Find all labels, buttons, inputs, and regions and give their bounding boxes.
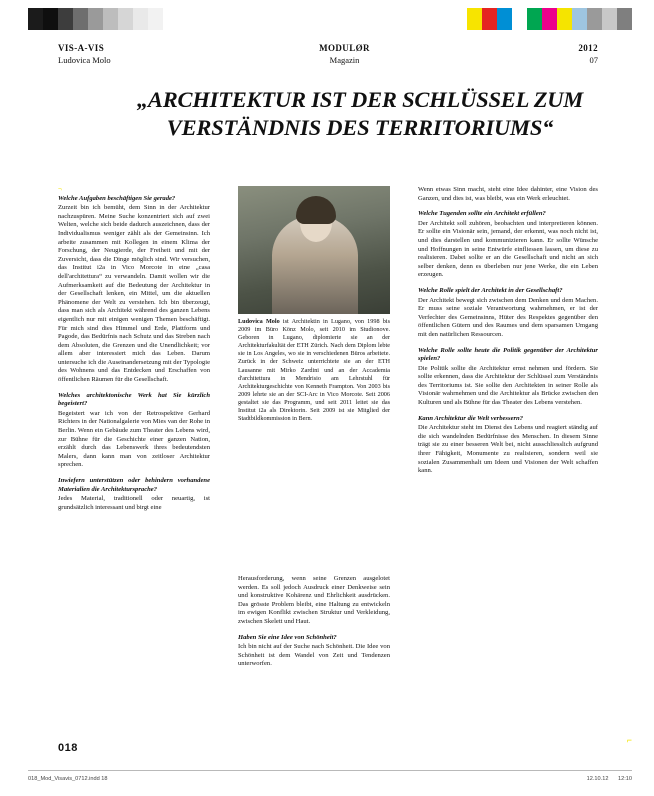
interview-question: Welches architektonische Werk hat Sie kürzlich begeistert? [58, 391, 210, 408]
header-section-subtitle: Ludovica Molo [58, 55, 111, 65]
header-section-title: VIS-A-VIS [58, 43, 105, 53]
portrait-hair [296, 196, 336, 224]
qa-block [238, 575, 390, 627]
interview-question: Welche Aufgaben beschäftigen Sie gerade? [58, 194, 176, 202]
color-swatch [103, 8, 118, 30]
color-swatch [88, 8, 103, 30]
qa-block [418, 347, 598, 408]
interview-answer: Die Politik sollte die Architektur ernst nehmen und fördern. Sie sollte erkennen, dass die Architektur der Schlüssel zum Verständnis des Territoriums ist. Sie sollte den Architekten in seiner Rolle als Visionär wahrnehmen und die Architektur als Brücke zwischen den Kulturen und als Bühne für das Theater des Lebens verstehen. [418, 364, 598, 407]
color-swatch [572, 8, 587, 30]
color-swatch [58, 8, 73, 30]
magazine-subtitle: Magazin [329, 55, 360, 65]
page-title: „ARCHITEKTUR IST DER SCHLÜSSEL ZUM VERSTÄNDNIS DES TERRITORIUMS“ [136, 87, 584, 140]
magazine-title: MODULØR [319, 43, 370, 53]
text-column-1 [58, 186, 210, 519]
footer-filename: 018_Mod_Visavis_0712.indd 18 [28, 776, 108, 782]
footer-timestamp [579, 776, 632, 782]
qa-block [418, 210, 598, 280]
portrait-photo [238, 186, 390, 314]
color-swatch [602, 8, 617, 30]
interview-question: Inwiefern unterstützen oder behindern vorhandene Materialien die Architektursprache? [58, 477, 210, 493]
qa-block [418, 287, 598, 340]
interview-question: Welche Rolle spielt der Architekt in der Gesellschaft? [418, 286, 563, 294]
qa-block [58, 392, 210, 470]
color-swatch [527, 8, 542, 30]
interview-question: Kann Architektur die Welt verbessern? [418, 414, 524, 422]
interview-answer: Jedes Material, traditionell oder neuartig, ist grundsätzlich interessant und birgt eine [58, 495, 210, 511]
interview-answer: Begeistert war ich von der Retrospektive Gerhard Richters in der Nationalgalerie von Mies van der Rohe in Berlin. Wenn ein Gebäude zum Theater des Lebens wird, zur Bühne für die Geschichte einer ganzen Nation, erzählt durch das Lebenswerk ihres bedeutendsten Malers, dann kann man von zeitloser Architektur sprechen. [58, 409, 210, 469]
interview-question: Haben Sie eine Idee von Schönheit? [238, 633, 337, 641]
header-right [578, 42, 598, 66]
print-footer [28, 776, 632, 782]
color-swatch [43, 8, 58, 30]
issue-year: 2012 [578, 43, 598, 53]
text-column-2 [238, 575, 390, 676]
interview-question: Welche Rolle sollte heute die Politik gegenüber der Architektur spielen? [418, 346, 598, 363]
text-column-3 [418, 186, 598, 483]
issue-number: 07 [589, 55, 598, 65]
color-swatch [512, 8, 527, 30]
color-swatch [148, 8, 163, 30]
color-swatch [617, 8, 632, 30]
page-number: 018 [58, 742, 78, 754]
interview-answer: Ich bin nicht auf der Suche nach Schönheit. Die Idee von Schönheit ist dem Wandel von Zeit und Tendenzen unterworfen. [238, 643, 390, 668]
color-swatch [467, 8, 482, 30]
color-swatch [482, 8, 497, 30]
color-swatch [73, 8, 88, 30]
color-swatch [133, 8, 148, 30]
header-left [58, 42, 111, 66]
photo-caption [238, 318, 390, 423]
qa-block [418, 415, 598, 476]
color-bar-left [28, 8, 163, 30]
footer-date: 12.10.12 [586, 776, 609, 782]
interview-answer: Die Architektur steht im Dienst des Lebens und reagiert ständig auf die sich wandelnden Bedürfnisse des Menschen. In diesem Sinne trägt sie zu einer besseren Welt bei, nicht ausschliesslich aufgrund ihrer Fähigkeit, Monumente zu realisieren, sondern weil sie sozialen Zusammenhalt um Ideen und Visionen der Welt schaffen kann. [418, 424, 598, 475]
color-swatch [497, 8, 512, 30]
color-swatch [28, 8, 43, 30]
interview-answer: Der Architekt soll zuhören, beobachten und interpretieren können. Er sollte ein Visionär sein, jemand, der erkennt, was noch nicht ist, und dies darstellen und kommunizieren kann. Er sollte Wünsche und Hoffnungen in seine Entwürfe einfliessen lassen, um diese zu realisieren. Dabei sollte er an die Gesellschaft und nicht an sich selber denken, denn es überleben nur jene Werke, die ein Leben erzeugen. [418, 219, 598, 279]
end-of-article-mark: ⌐ [626, 735, 632, 745]
interview-answer: Zurzeit bin ich bemüht, dem Sinn in der Architektur nachzuspüren. Meine Suche konzentriert sich auf zwei Welten, welche sich beide dadurch auszeichnen, dass der Individualismus weniger zählt als der Gemeinsinn. Ich arbeite zusammen mit Kollegen in einem Klima der Forschung, der Neugierde, der Freiheit und mit der Zuversicht, dass die Dinge möglich sind. Wir versuchen, das Institut i2a in Vico Morcote in eine „casa dell'architettura“ zu verwandeln. Damit wollen wir die Aufmerksamkeit auf die Bedeutung der Architektur in der Gesellschaft lenken, ein Mittel, um die aktuellen Phänomene der Welt zu verstehen. Ich bin überzeugt, dass man sich als Architekt während des ganzen Lebens eigentlich nur mit einigen wenigen Themen beschäftigt. Für mich sind dies Himmel und Erde, Plattform und Pagode, das Bedürfnis nach Schutz und das Streben nach dem Absoluten, die Grenzen und die Unendlichkeit; vor allem aber interessiert mich das Leben. Darum untersuche ich die Auseinandersetzung mit der Typologie des Wohnens und das Entdecken und Erschaffen von öffentlichen Räumen für die Gesellschaft. [58, 204, 210, 384]
header-center [260, 42, 430, 66]
color-bar-right [467, 8, 632, 30]
lead-quote-mark: ¬ [58, 186, 62, 193]
photo-caption-text: ist Architektin in Lugano, von 1998 bis 2009 im Büro Könz Molo, seit 2010 im Studionove. Geboren in Lugano, diplomierte sie an der Architekturfakultät der ETH Zürich. Nach dem Diplom lebte sie in Los Angeles, wo sie in verschiedenen Büros arbeitete. Zurück in der Schweiz unterrichtete sie an der ETH Lausanne mit Mirko Zardini und an der Accademia d'architettura in Mendrisio am Lehrstuhl für Architekturgeschichte von Kenneth Frampton. Von 2003 bis 2009 lehrte sie an der SCI-Arc in Vico Morcote. Seit 2006 gestaltet sie das Programm, und seit 2011 leitet sie das Institut i2a als Direktorin. Seit 2009 ist sie Mitglied der Stadtbildkommission in Bern. [238, 318, 390, 423]
qa-block [58, 477, 210, 512]
footer-divider [28, 770, 632, 771]
interview-answer: Herausforderung, wenn seine Grenzen ausgelotet werden. Es soll jedoch Ausdruck einer Denkweise sein und konstruktive Kohärenz und Ehrlichkeit ausdrücken. Das grösste Problem bleibt, eine Haltung zu entwickeln im ewigen Konflikt zwischen Struktur und Verkleidung, zwischen Skelett und Haut. [238, 575, 390, 625]
qa-block [58, 186, 210, 385]
page-header [58, 42, 598, 66]
color-swatch [587, 8, 602, 30]
color-swatch [557, 8, 572, 30]
interview-answer: Der Architekt bewegt sich zwischen dem Denken und dem Machen. Er muss seine soziale Verantwortung wahrnehmen, er ist der Verfechter des Gemeinsinns, Hüter des Respektes gegenüber den öffentlichen Gütern und des Raumes und dem sparsamen Umgang mit den natürlichen Ressourcen. [418, 296, 598, 338]
color-swatch [542, 8, 557, 30]
qa-block [238, 634, 390, 669]
photo-caption-name: Ludovica Molo [238, 318, 280, 325]
interview-question: Welche Tugenden sollte ein Architekt erfüllen? [418, 210, 546, 218]
color-swatch [118, 8, 133, 30]
interview-answer: Wenn etwas Sinn macht, steht eine Idee dahinter, eine Vision des Ganzen, und dies ist, was bleibt, was ein Werk erleuchtet. [418, 186, 598, 202]
footer-time: 12:10 [618, 776, 632, 782]
qa-block [418, 186, 598, 203]
